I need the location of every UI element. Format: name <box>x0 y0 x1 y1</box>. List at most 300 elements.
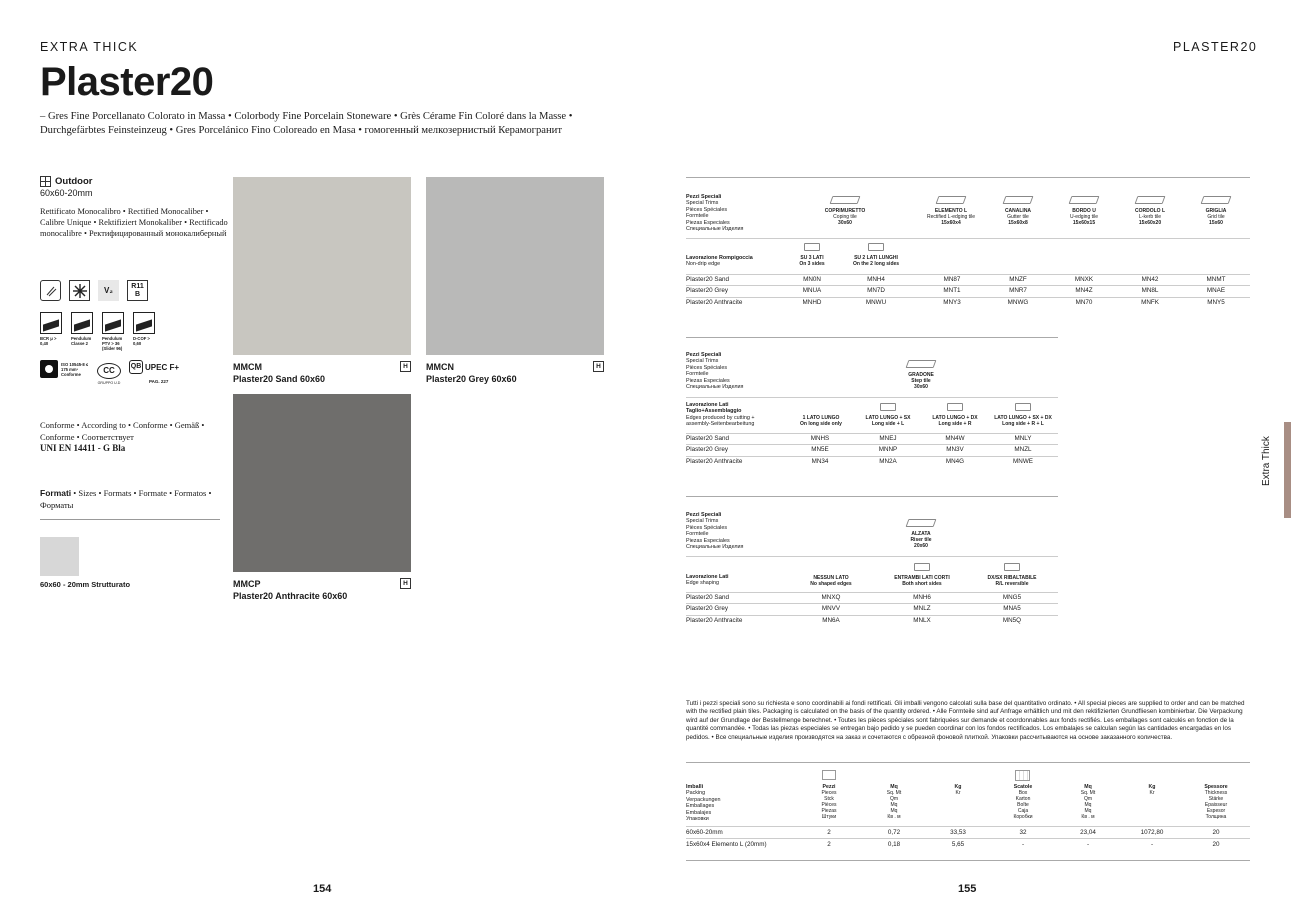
packing-col-line: Mq <box>1084 802 1092 808</box>
ps-title: Pezzi Speciali <box>686 194 722 200</box>
packing-col-line: Mq <box>890 802 898 808</box>
row-label: Plaster20 Sand <box>686 276 730 283</box>
packing-cell: 20 <box>1212 829 1220 836</box>
table-row <box>686 446 1058 455</box>
packing-col-header <box>928 784 988 796</box>
col-sub: Long side + R <box>938 421 972 427</box>
slip-test-item <box>133 312 155 351</box>
ps-line: Piezas Especiales <box>686 377 730 384</box>
packing-cell: 23,04 <box>1080 829 1096 836</box>
t1-drip-3-sides <box>777 243 847 267</box>
row-code: MNY3 <box>943 298 961 306</box>
row-code: MN4G <box>945 457 965 465</box>
col-name: LATO LUNGO + SX <box>865 415 911 421</box>
ps-title: Pezzi Speciali <box>686 512 722 518</box>
reversible-icon <box>1004 563 1020 571</box>
packing-col-line: Thickness <box>1204 790 1228 796</box>
col-sub: Long side + L <box>871 421 905 427</box>
row-divider <box>686 615 1058 616</box>
packing-col-line: Кв . м <box>887 814 901 820</box>
col-name: CORDOLO L <box>1135 208 1165 214</box>
packing-col-line: Caja <box>1017 808 1029 814</box>
packing-col-title: Kg <box>1148 784 1156 790</box>
packing-col-title: Mq <box>1084 784 1092 790</box>
three-sides-icon <box>804 243 820 251</box>
packing-col-header <box>864 784 924 820</box>
row-divider <box>686 444 1058 445</box>
col-name: GRADONE <box>908 372 934 378</box>
page-title: Plaster20 <box>40 60 214 104</box>
l-edging-tile-icon <box>936 196 967 204</box>
packing-cell: 33,53 <box>950 829 966 836</box>
imballi-line: Verpackungen <box>686 796 721 803</box>
format-swatch <box>40 537 79 576</box>
shade-variation-icon: V₂ <box>98 280 119 301</box>
table-row <box>686 299 1250 308</box>
packing-col-line: Box <box>1018 790 1028 796</box>
row-code: MNLZ <box>913 605 931 613</box>
col-sub: Both short sides <box>902 581 942 587</box>
t1-header-rule <box>686 238 1250 239</box>
outdoor-block <box>40 176 230 240</box>
t3-col-2 <box>887 563 957 587</box>
packing-cell: - <box>1086 841 1090 848</box>
packing-col-line: Mq <box>890 808 898 814</box>
row-divider <box>686 297 1250 298</box>
bcr-test-icon <box>40 312 62 334</box>
row-code: MNZL <box>1014 446 1032 454</box>
lav-line: Taglio+Assemblaggio <box>686 408 742 415</box>
t3-lav-label <box>686 574 729 587</box>
packing-col-title: Scatole <box>1013 784 1033 790</box>
table2-pezzi-speciali <box>686 352 743 390</box>
packing-col-line: Kr <box>1149 790 1155 796</box>
tile-caption-sand <box>233 361 411 385</box>
drip-title: Lavorazione Rompigoccia <box>686 255 753 261</box>
packing-cell: 2 <box>827 841 831 848</box>
stain-resistance-icon <box>40 280 61 301</box>
ps-line: Special Trims <box>686 200 719 207</box>
page-number-right: 155 <box>958 883 977 895</box>
tile-name: Plaster20 Sand 60x60 <box>233 374 326 384</box>
col-name: BORDO U <box>1072 208 1096 214</box>
col-size: 15x60 <box>1209 220 1223 226</box>
u-edging-tile-icon <box>1069 196 1100 204</box>
col-size: 15x60x4 <box>941 220 961 226</box>
ps-title: Pezzi Speciali <box>686 352 722 358</box>
packing-col-line: Штуки <box>821 814 837 820</box>
riser-tile-icon <box>906 519 937 527</box>
row-divider <box>686 603 1058 604</box>
packing-col-header <box>1122 784 1182 796</box>
t2-header-rule <box>686 397 1058 398</box>
slip-rating-b: B <box>134 290 141 298</box>
t2-col-1 <box>786 403 856 427</box>
row-code: MNNP <box>878 446 898 454</box>
row-code: MNEJ <box>879 435 897 442</box>
ps-line: Special Trims <box>686 358 719 365</box>
row-code: MNHD <box>802 298 822 306</box>
tile-name: Plaster20 Anthracite 60x60 <box>233 591 348 601</box>
col-sub: Gutter tile <box>1007 214 1029 220</box>
conformity-norm: UNI EN 14411 - G Bla <box>40 443 126 453</box>
imballi-line: Embalajes <box>686 809 712 816</box>
slip-test-label: Pendulum Classe 2 <box>71 336 92 346</box>
section-eyebrow-right: PLASTER20 <box>1173 40 1258 54</box>
row-divider <box>686 838 1250 839</box>
packing-col-line: Толщина <box>1205 814 1227 820</box>
formats-block <box>40 488 220 511</box>
row-divider <box>686 274 1250 275</box>
ps-line: Pièces Spéciales <box>686 364 728 371</box>
t1-col-cordolo-l <box>1115 196 1185 226</box>
packing-col-title: Kg <box>954 784 962 790</box>
table-row <box>686 617 1058 626</box>
col-size: 30x60 <box>914 384 928 390</box>
tile-code: MMCM <box>233 362 262 372</box>
pag-label: PAG. 227 <box>149 379 169 384</box>
row-divider <box>686 826 1250 827</box>
conformity-text: Conforme • According to • Conforme • Gemäß • Conforme • Соответствует <box>40 420 205 442</box>
frost-resistant-icon <box>69 280 90 301</box>
col-name: SU 3 LATI <box>800 255 824 261</box>
qb-icon: QB <box>129 360 143 374</box>
packing-col-header <box>993 784 1053 820</box>
long-side-right-icon <box>947 403 963 411</box>
pendulum-ptv-icon <box>102 312 124 334</box>
iso-icon <box>40 360 58 378</box>
ps-line: Formteile <box>686 213 709 220</box>
row-code: MN4W <box>945 435 965 442</box>
row-label: Plaster20 Grey <box>686 446 728 454</box>
lav-title: Lavorazione Lati <box>686 574 729 580</box>
packing-row-label: 15x60x4 Elemento L (20mm) <box>686 841 767 848</box>
packing-col-line: Espesor <box>1206 808 1226 814</box>
t1-col-bordo-u <box>1049 196 1119 226</box>
col-name: CANALINA <box>1004 208 1032 214</box>
t3-col-3 <box>977 563 1047 587</box>
packing-col-line: Qm <box>1083 796 1093 802</box>
upec-label: UPEC F+ <box>145 362 180 372</box>
formats-translations: • Sizes • Formats • Formate • Formatos • Форматы <box>40 488 212 510</box>
slip-rating-r11: R11 <box>131 282 144 290</box>
col-sub: No shaped edges <box>810 581 852 587</box>
rectified-text: Rettificato Monocalibro • Rectified Monocaliber • Calibre Unique • Rektifiziert Monokaliber • Rectificado monocalibre • Ректифицированный монокалиберный <box>40 207 228 239</box>
row-code: MNR7 <box>1009 287 1027 295</box>
row-code: MN70 <box>1075 298 1093 306</box>
col-name: NESSUN LATO <box>813 575 849 581</box>
drip-sub: Non-drip edge <box>686 261 721 268</box>
row-divider <box>686 433 1058 434</box>
row-divider <box>686 456 1058 457</box>
packing-col-line: Karton <box>1015 796 1031 802</box>
conformity-block <box>40 420 220 455</box>
row-code: MNH6 <box>913 594 931 601</box>
col-sub: Step tile <box>911 378 931 384</box>
col-name: LATO LUNGO + DX <box>932 415 978 421</box>
pendulum-test-icon <box>71 312 93 334</box>
ccc-icon: CC <box>97 363 121 379</box>
packing-col-line: Pieces <box>821 790 837 796</box>
ps-line: Formteile <box>686 531 709 538</box>
slip-test-icons <box>40 312 155 351</box>
box-icon <box>1015 770 1030 781</box>
packing-cell: 32 <box>1019 829 1027 836</box>
row-code: MNH4 <box>867 276 885 283</box>
row-code: MN7D <box>867 287 885 295</box>
col-sub: Rectified L-edging tile <box>926 214 976 220</box>
row-code: MNWG <box>1007 298 1029 306</box>
row-code: MN8L <box>1141 287 1159 295</box>
packing-col-header <box>799 784 859 820</box>
packing-col-title: Mq <box>890 784 898 790</box>
t2-col-3 <box>920 403 990 427</box>
slip-test-label: Pendulum PTV > 36 (Slider 96) <box>102 336 123 351</box>
col-sub: U-edging tile <box>1069 214 1099 220</box>
t2-col-2 <box>853 403 923 427</box>
t1-col-coprimuretto <box>810 196 880 226</box>
row-code: MNLY <box>1014 435 1032 442</box>
both-short-sides-icon <box>914 563 930 571</box>
t1-drip-2-long <box>841 243 911 267</box>
col-name: ENTRAMBI LATI CORTI <box>894 575 950 581</box>
outdoor-icon <box>40 176 51 187</box>
pieces-icon <box>822 770 836 780</box>
row-label: Plaster20 Sand <box>686 594 730 601</box>
slip-test-label: BCR μ > 0,40 <box>40 336 57 346</box>
table-row <box>686 605 1058 614</box>
row-code: MNXK <box>1074 276 1094 283</box>
h-badge: H <box>593 361 604 372</box>
tile-name: Plaster20 Grey 60x60 <box>426 374 517 384</box>
col-sub: Riser tile <box>910 537 932 543</box>
col-sub: Coping tile <box>833 214 857 220</box>
certification-logos <box>40 360 179 385</box>
special-pieces-notes: Tutti i pezzi speciali sono su richiesta e sono coordinabili ai fondi rettificati. Gli imballi vengono calcolati sulla base del quantitativo ordinato. • All special pieces are supplied to order and can be matched with the rectified plain tiles. Packaging is calculated on the basis of the quantity ordered. • Alle Formteile sind auf Anfrage erhältlich und mit den rektifizierten Grundfliesen kombinierbar. Die Verpackung wird auf der Grundlage der Bestellmenge berechnet. • Toutes les pièces spéciales sont fabriquées sur demande et coordonnables aux fonds rectifiés. Les emballages sont calculés en fonction de la quantité commandée. • Todas las piezas especiales se entregan bajo pedido y se pueden coordinar con los fondos rectificados. Los embalajes se calculan según las cantidades encargadas en los pedidos. • Все специальные изделия производятся на заказ и сочетаются с обрезной фоновой плиткой. Упаковки рассчитываются на основе заказанного количества. <box>686 700 1245 741</box>
row-label: Plaster20 Sand <box>686 435 730 442</box>
packing-top-rule <box>686 762 1250 763</box>
imballi-line: Packing <box>686 790 706 797</box>
ps-line: Специальные Изделия <box>686 226 744 233</box>
row-code: MN5Q <box>1002 616 1022 624</box>
table-row <box>686 287 1250 296</box>
t1-col-canalina <box>983 196 1053 226</box>
product-subtitle <box>40 110 620 137</box>
t2-col-4 <box>988 403 1058 427</box>
row-code: MNFK <box>1141 298 1159 306</box>
page-number-left: 154 <box>313 883 332 895</box>
t1-col-elemento-l <box>916 196 986 226</box>
table1-top-rule <box>686 177 1250 178</box>
ccc-logo <box>97 360 121 385</box>
grid-tile-icon <box>1201 196 1232 204</box>
t2-col-gradone <box>886 360 956 390</box>
row-code: MNA5 <box>1003 605 1021 613</box>
col-sub: On the 2 long sides <box>852 261 900 267</box>
col-sub: On 3 sides <box>799 261 825 267</box>
slip-rating-badge <box>127 280 148 301</box>
step-tile-icon <box>906 360 937 368</box>
h-badge: H <box>400 361 411 372</box>
packing-col-line: Piezas <box>821 808 837 814</box>
h-badge: H <box>400 578 411 589</box>
coping-tile-icon <box>830 196 861 204</box>
ps-line: Pièces Spéciales <box>686 524 728 531</box>
two-long-sides-icon <box>868 243 884 251</box>
tile-caption-grey <box>426 361 604 385</box>
l-kerb-tile-icon <box>1135 196 1166 204</box>
imballi-line: Упаковки <box>686 816 709 823</box>
table-row <box>686 435 1058 444</box>
row-code: MNT1 <box>943 287 961 295</box>
formats-heading: Formati <box>40 488 72 498</box>
t3-header-rule <box>686 556 1058 557</box>
row-code: MNVV <box>821 605 841 613</box>
upec-logo <box>129 360 179 384</box>
table2-top-rule <box>686 337 1058 338</box>
row-code: MNZF <box>1009 276 1027 283</box>
row-code: MN2A <box>879 457 897 465</box>
row-label: Plaster20 Grey <box>686 605 728 613</box>
row-code: MN87 <box>943 276 961 283</box>
tile-image-anthracite <box>233 394 411 572</box>
imballi-title: Imballi <box>686 784 704 790</box>
packing-cell: 0,72 <box>887 829 901 836</box>
col-name: DX/SX RIBALTABILE <box>987 575 1037 581</box>
packing-col-header <box>1186 784 1246 820</box>
packing-col-line: Kr <box>955 790 961 796</box>
tile-code: MMCN <box>426 362 454 372</box>
lav-line: Edge shaping <box>686 580 719 587</box>
format-swatch-label: 60x60 - 20mm Strutturato <box>40 580 131 589</box>
packing-cell: 1072,80 <box>1140 829 1164 836</box>
col-sub: On long side only <box>800 421 842 427</box>
col-name: ALZATA <box>911 531 931 537</box>
slip-test-label: D-COF > 0,60 <box>133 336 150 346</box>
t2-lav-label <box>686 402 754 428</box>
side-tab <box>1284 422 1291 518</box>
outdoor-title: Outdoor <box>55 176 93 187</box>
col-sub: Grid tile <box>1207 214 1225 220</box>
col-sub: R/L reversible <box>995 581 1029 587</box>
slip-test-item <box>71 312 93 351</box>
row-code: MN0N <box>803 276 821 283</box>
col-size: 30x60 <box>838 220 852 226</box>
packing-col-line: Sq. Mt <box>886 790 902 796</box>
col-sub: Long side + R + L <box>1002 421 1044 427</box>
tile-caption-anthracite <box>233 578 411 602</box>
tile-image-sand <box>233 177 411 355</box>
packing-label <box>686 784 720 822</box>
row-code: MNMT <box>1206 276 1226 283</box>
col-size: 15x60x15 <box>1072 220 1096 226</box>
subtitle-line-1: – Gres Fine Porcellanato Colorato in Massa • Colorbody Fine Porcelain Stoneware • Grès Cérame Fin Coloré dans la Masse • <box>40 111 573 122</box>
t3-col-1 <box>796 563 866 587</box>
table1-pezzi-speciali <box>686 194 743 232</box>
packing-cell: 2 <box>827 829 831 836</box>
t1-col-griglia <box>1181 196 1251 226</box>
packing-col-line: Коробки <box>1013 814 1033 820</box>
packing-col-line: Кв . м <box>1081 814 1095 820</box>
tile-image-grey <box>426 177 604 355</box>
table3-pezzi-speciali <box>686 512 743 550</box>
row-code: MNXQ <box>821 594 841 601</box>
lav-line: Edges produced by cutting + <box>686 414 755 421</box>
row-code: MNY5 <box>1207 298 1225 306</box>
long-side-both-icon <box>1015 403 1031 411</box>
ps-line: Formteile <box>686 371 709 378</box>
slip-test-item <box>102 312 124 351</box>
ps-line: Piezas Especiales <box>686 537 730 544</box>
tile-code: MMCP <box>233 579 261 589</box>
packing-cell: 0,18 <box>887 841 901 848</box>
packing-col-line: Qm <box>889 796 899 802</box>
row-code: MNAE <box>1206 287 1226 295</box>
row-code: MNG5 <box>1002 594 1022 601</box>
ps-line: Специальные Изделия <box>686 384 744 391</box>
ps-line: Специальные Изделия <box>686 544 744 551</box>
col-size: 15x60x8 <box>1008 220 1028 226</box>
col-name: ELEMENTO L <box>934 208 968 214</box>
row-code: MNLX <box>913 616 931 624</box>
packing-col-header <box>1058 784 1118 820</box>
row-divider <box>686 285 1250 286</box>
row-label: Plaster20 Grey <box>686 287 728 295</box>
gruppo-label: GRUPPO U.D <box>97 381 121 385</box>
packing-cell: - <box>1150 841 1154 848</box>
subtitle-line-2: Durchgefärbtes Feinsteinzeug • Gres Porcelánico Fino Coloreado en Masa • гомогенный мелкозернистый Керамогранит <box>40 124 562 136</box>
packing-cell: 5,65 <box>951 841 965 848</box>
col-name: SU 2 LATI LUNGHI <box>854 255 898 261</box>
ps-line: Piezas Especiales <box>686 219 730 226</box>
packing-cell: 20 <box>1212 841 1220 848</box>
row-code: MN6A <box>822 616 840 624</box>
t3-col-alzata <box>886 519 956 549</box>
row-label: Plaster20 Anthracite <box>686 298 743 306</box>
row-code: MNUA <box>802 287 822 295</box>
property-icons <box>40 280 148 301</box>
lav-line: assembly-Seitenbearbeitung <box>686 421 755 428</box>
packing-cell: - <box>1021 841 1025 848</box>
row-label: Plaster20 Anthracite <box>686 457 743 465</box>
row-code: MN42 <box>1141 276 1159 283</box>
t1-drip-label <box>686 255 753 268</box>
row-code: MN34 <box>811 457 829 465</box>
packing-col-line: Boîte <box>1017 802 1029 808</box>
col-size: 15x60x20 <box>1138 220 1162 226</box>
packing-col-line: Epaisseur <box>1204 802 1228 808</box>
row-code: MNHS <box>810 435 830 442</box>
col-size: 20x60 <box>914 543 928 549</box>
row-code: MN5E <box>811 446 829 454</box>
row-code: MN4Z <box>1075 287 1093 295</box>
packing-col-line: Sq. Mt <box>1080 790 1096 796</box>
imballi-line: Emballages <box>686 803 715 810</box>
col-name: GRIGLIA <box>1205 208 1227 214</box>
table-row <box>686 276 1250 285</box>
row-code: MNWU <box>865 298 887 306</box>
packing-col-title: Spessore <box>1204 784 1228 790</box>
row-label: Plaster20 Anthracite <box>686 616 743 624</box>
col-name: 1 LATO LUNGO <box>802 415 840 421</box>
gutter-tile-icon <box>1003 196 1034 204</box>
packing-bottom-rule <box>686 860 1250 861</box>
packing-col-line: Pièces <box>821 802 837 808</box>
packing-col-line: Mq <box>1084 808 1092 814</box>
row-code: MN3V <box>946 446 964 454</box>
col-name: LATO LUNGO + SX + DX <box>994 415 1052 421</box>
formats-divider <box>40 519 220 520</box>
